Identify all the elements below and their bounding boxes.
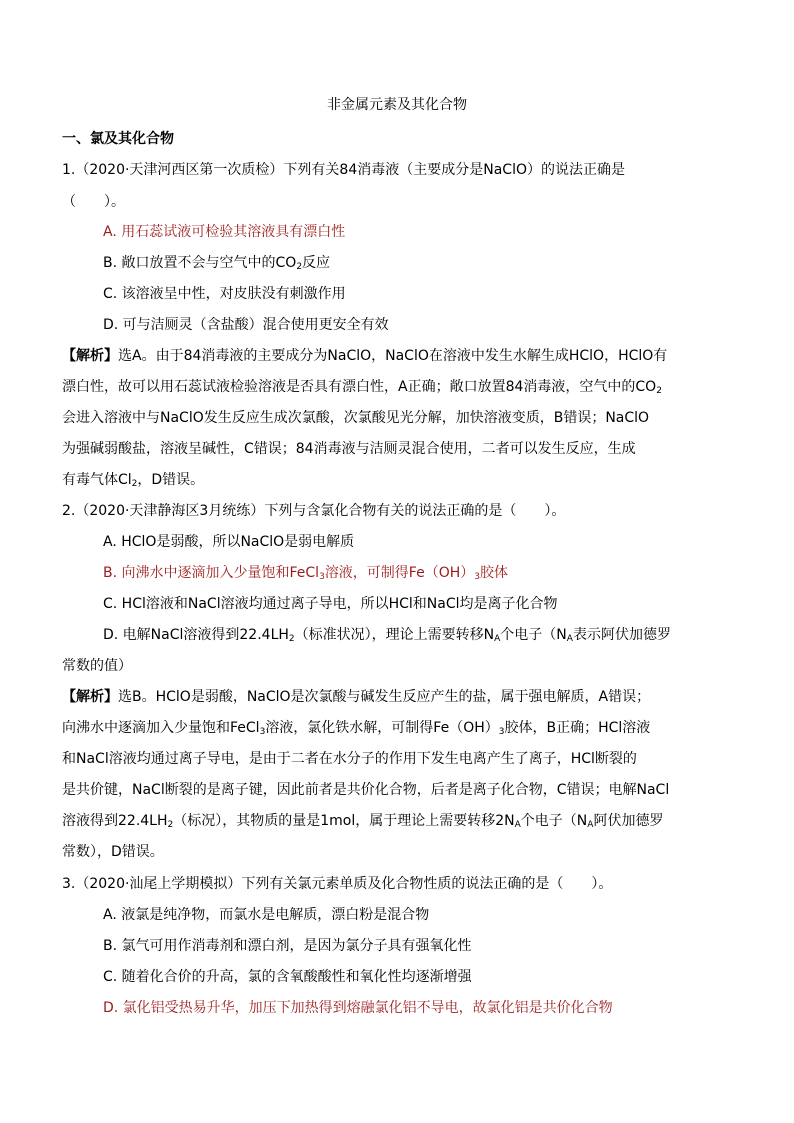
q2-option-d-cont: 常数的值）: [62, 658, 132, 674]
q2-option-c: C. HCl溶液和NaCl溶液均通过离子导电，所以HCl和NaCl均是离子化合物: [103, 596, 558, 612]
analysis-label: 【解析】: [62, 689, 118, 705]
q1-analysis-line-4: 为强碱弱酸盐，溶液呈碱性，C错误；84消毒液与洁厕灵混合使用，二者可以发生反应，生成: [62, 441, 636, 457]
q1-option-a: A. 用石蕊试液可检验其溶液具有漂白性: [103, 224, 346, 240]
section-heading: 一、氯及其化合物: [62, 131, 174, 147]
q1-stem-text: 1.（2020·天津河西区第一次质检）下列有关84消毒液（主要成分是NaClO）的说法正确是: [62, 162, 625, 178]
q2-analysis-line-5: 溶液得到$22.4LH_2$（标况），其物质的量是1mol，属于理论上需要转移$2N_A$个电子（$N_A$阿伏加德罗: [62, 813, 664, 830]
q2-analysis-line-3: 和NaCl溶液均通过离子导电，是由于二者在水分子的作用下发生电离产生了离子，HCl断裂的: [62, 751, 637, 767]
q3-option-d: D. 氯化铝受热易升华，加压下加热得到熔融氯化铝不导电，故氯化铝是共价化合物: [103, 1000, 613, 1016]
q2-option-d: D. 电解NaCl溶液得到$22.4LH_2$（标准状况），理论上需要转移$N_A$个电子（$N_A$表示阿伏加德罗: [103, 627, 671, 644]
q2-option-a: A. HClO是弱酸，所以NaClO是弱电解质: [103, 534, 355, 550]
analysis-label: 【解析】: [62, 348, 118, 364]
q1-analysis-line-5: 有毒气体$Cl_2$，D错误。: [62, 472, 205, 489]
q2-analysis-line-6: 常数），D错误。: [62, 844, 164, 860]
q2-analysis-line-1: 【解析】选B。HClO是弱酸，NaClO是次氯酸与碱发生反应产生的盐，属于强电解质，A错误；: [62, 689, 651, 705]
q1-stem-cont: （ ）。: [62, 194, 125, 210]
q1-option-c: C. 该溶液呈中性，对皮肤没有刺激作用: [103, 286, 346, 302]
q3-option-c: C. 随着化合价的升高，氯的含氧酸酸性和氧化性均逐渐增强: [103, 969, 472, 985]
q3-option-b: B. 氯气可用作消毒剂和漂白剂，是因为氯分子具有强氧化性: [103, 938, 472, 954]
q1-stem: [62, 161, 625, 179]
q1-analysis-line-1: 【解析】选A。由于84消毒液的主要成分为NaClO，NaClO在溶液中发生水解生成HClO，HClO有: [62, 348, 668, 364]
q1-analysis-line-2: 漂白性，故可以用石蕊试液检验溶液是否具有漂白性，A正确；敞口放置84消毒液，空气中的$CO_2$: [62, 379, 662, 396]
q1-analysis-line-3: 会进入溶液中与NaClO发生反应生成次氯酸，次氯酸见光分解，加快溶液变质，B错误；NaClO: [62, 410, 650, 426]
q3-option-a: A. 液氯是纯净物，而氯水是电解质，漂白粉是混合物: [103, 907, 430, 923]
q1-option-b: B. 敞口放置不会与空气中的$CO_2$反应: [103, 255, 331, 272]
q1-option-d: D. 可与洁厕灵（含盐酸）混合使用更安全有效: [103, 317, 389, 333]
q3-stem: 3.（2020·汕尾上学期模拟）下列有关氯元素单质及化合物性质的说法正确的是（ ）。: [62, 876, 613, 892]
page-title: 非金属元素及其化合物: [327, 97, 467, 113]
q2-stem: 2.（2020·天津静海区3月统练）下列与含氯化合物有关的说法正确的是（ ）。: [62, 503, 566, 519]
q2-option-b: B. 向沸水中逐滴加入少量饱和FeCl$_3$溶液，可制得$Fe(OH)_3$胶体: [103, 565, 508, 582]
q2-analysis-line-4: 是共价键，NaCl断裂的是离子键，因此前者是共价化合物，后者是离子化合物，C错误；电解NaCl: [62, 782, 670, 798]
q2-analysis-line-2: 向沸水中逐滴加入少量饱和FeCl$_3$溶液，氯化铁水解，可制得$Fe(OH)_3$胶体，B正确；HCl溶液: [62, 720, 651, 737]
